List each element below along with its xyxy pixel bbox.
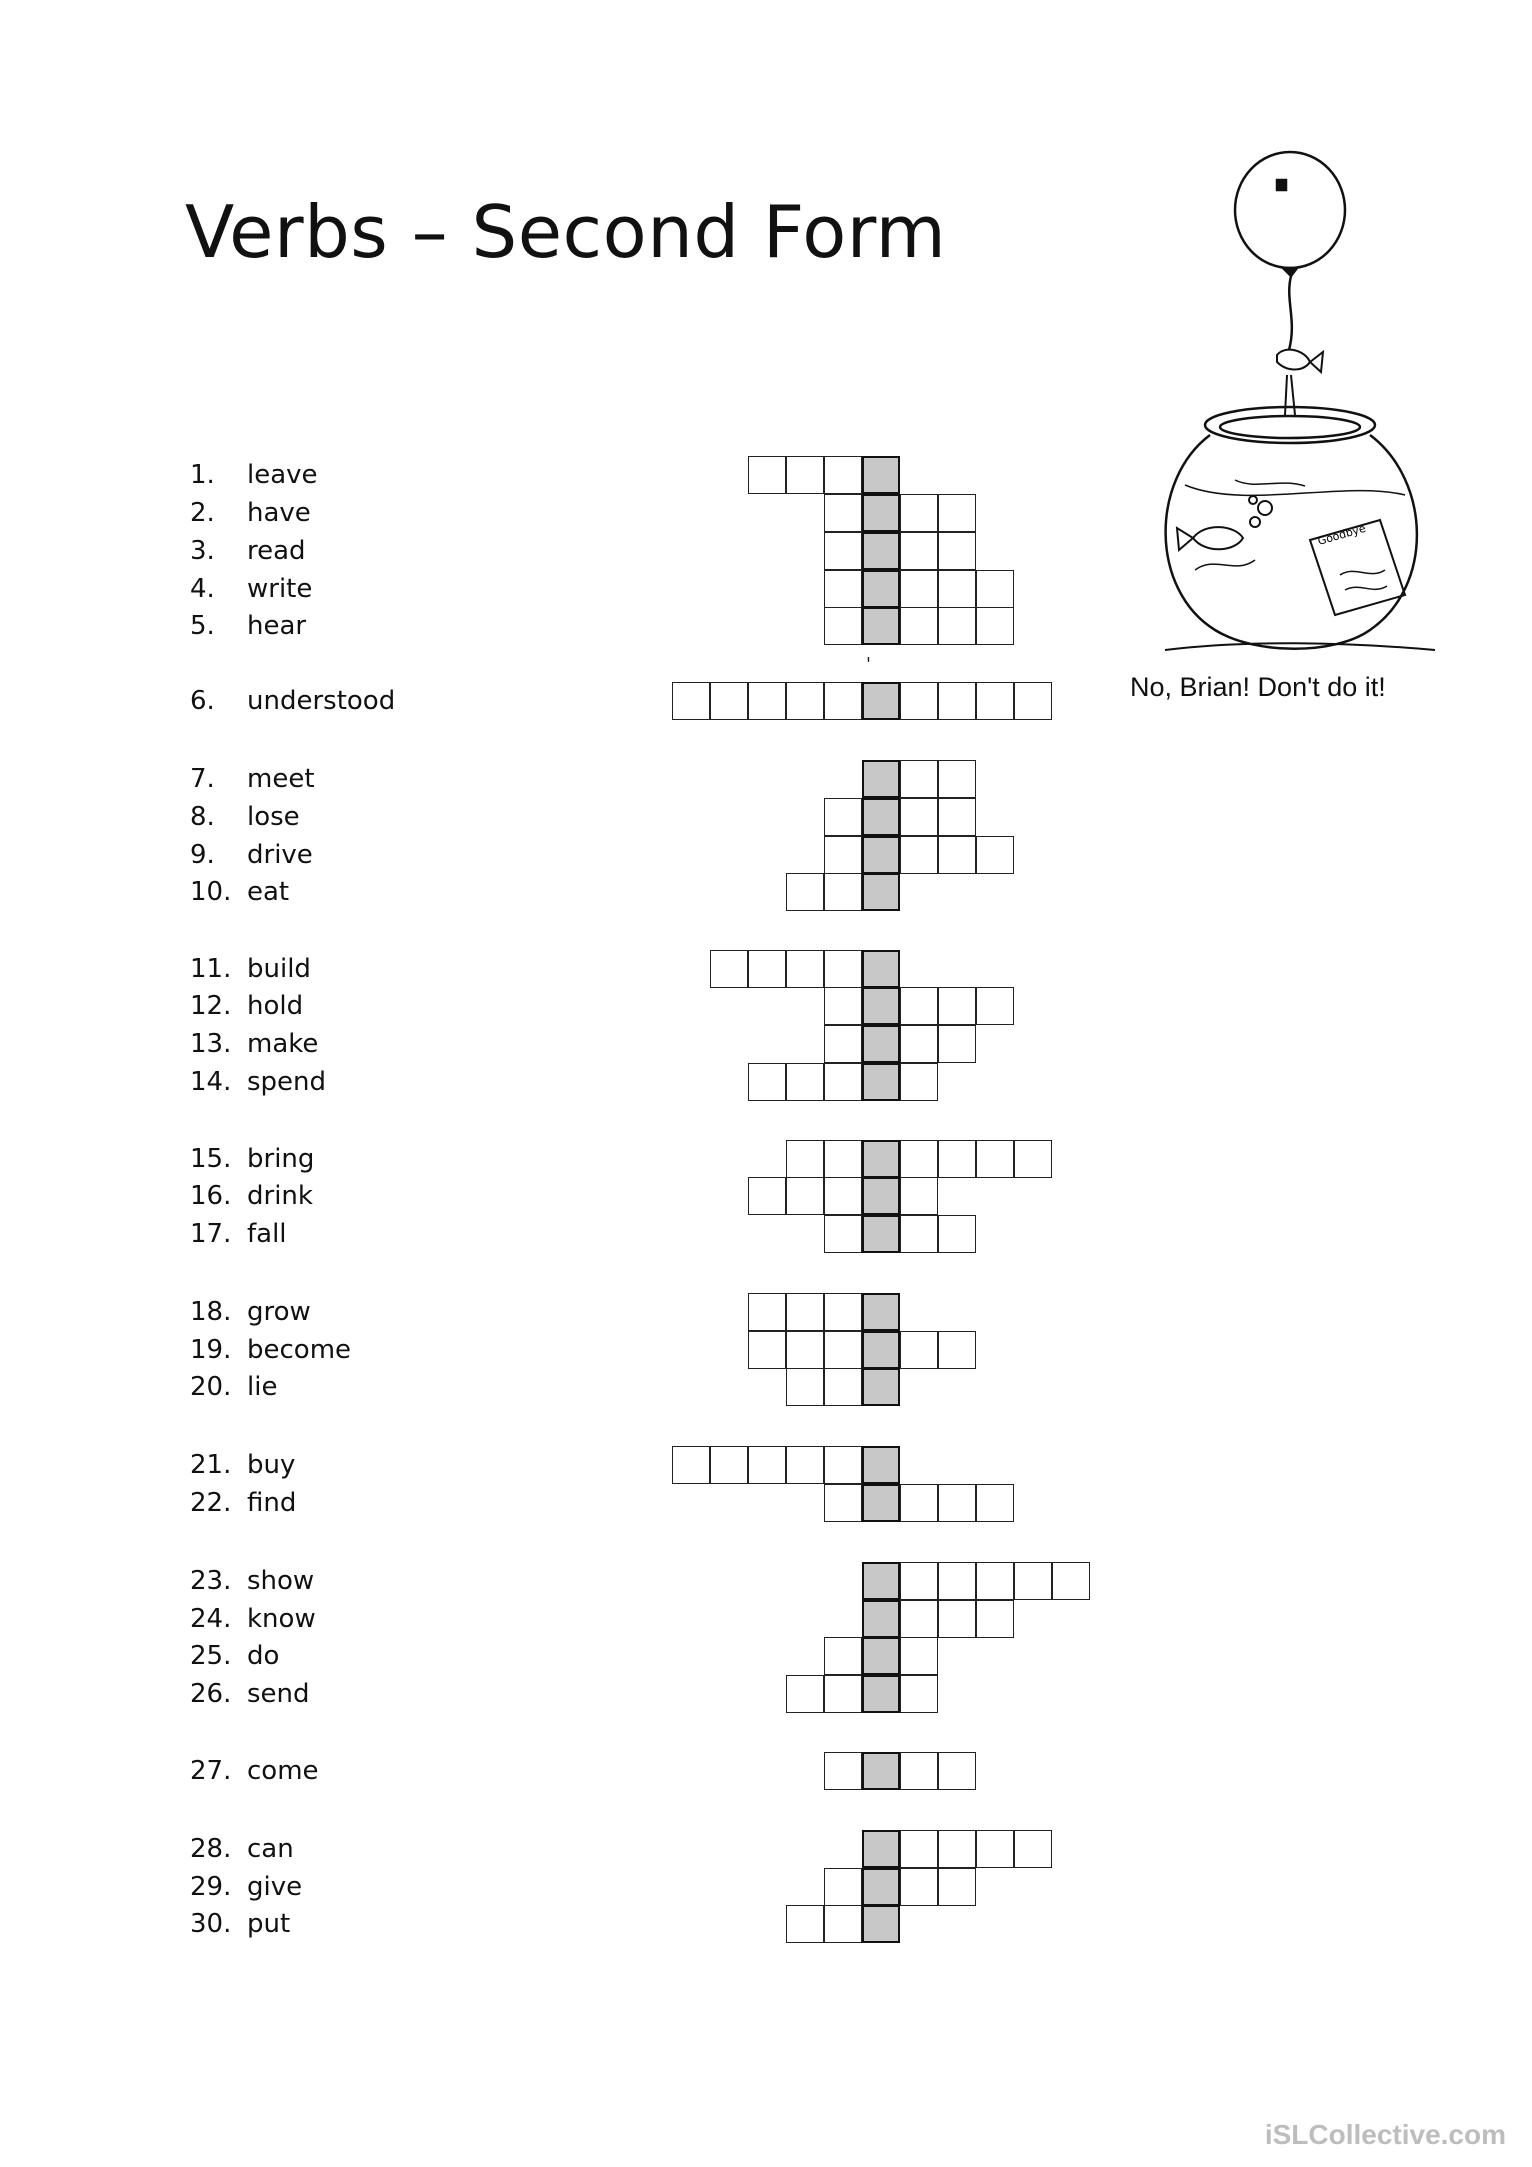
key-letter-cell[interactable] (862, 682, 900, 720)
note-text: Goodbye (1316, 521, 1368, 548)
letter-cell[interactable] (976, 607, 1014, 645)
clue-number: 9. (190, 840, 215, 870)
letter-cell[interactable] (824, 532, 862, 570)
clue-number: 28. (190, 1834, 232, 1864)
letter-cell[interactable] (786, 1446, 824, 1484)
letter-cell[interactable] (748, 1331, 786, 1369)
letter-cell[interactable] (900, 570, 938, 608)
balloon-icon (1235, 152, 1345, 350)
clue-number: 17. (190, 1219, 232, 1249)
clue-number: 25. (190, 1641, 232, 1671)
key-letter-cell[interactable] (862, 1868, 900, 1906)
clue-word: lie (247, 1372, 278, 1402)
letter-cell[interactable] (900, 494, 938, 532)
clue-word: find (247, 1488, 297, 1518)
clue-word: hear (247, 611, 307, 641)
clue-word: write (247, 574, 313, 604)
letter-cell[interactable] (900, 1140, 938, 1178)
letter-cell[interactable] (900, 1025, 938, 1063)
clue-word: give (247, 1872, 303, 1902)
clue-number: 5. (190, 611, 215, 641)
letter-cell[interactable] (824, 1331, 862, 1369)
letter-cell[interactable] (938, 760, 976, 798)
clue-word: lose (247, 802, 300, 832)
letter-cell[interactable] (824, 682, 862, 720)
letter-cell[interactable] (900, 1177, 938, 1215)
key-letter-cell[interactable] (862, 1025, 900, 1063)
watermark: iSLCollective.com (1264, 2119, 1506, 2150)
letter-cell[interactable] (786, 1063, 824, 1101)
letter-cell[interactable] (824, 1868, 862, 1906)
clue-number: 18. (190, 1297, 232, 1327)
letter-cell[interactable] (710, 682, 748, 720)
key-letter-cell[interactable] (862, 1600, 900, 1638)
letter-cell[interactable] (938, 798, 976, 836)
letter-cell[interactable] (786, 1675, 824, 1713)
letter-cell[interactable] (748, 950, 786, 988)
letter-cell[interactable] (786, 873, 824, 911)
letter-cell[interactable] (900, 987, 938, 1025)
letter-cell[interactable] (824, 1177, 862, 1215)
letter-cell[interactable] (786, 456, 824, 494)
clue-word: leave (247, 460, 318, 490)
letter-cell[interactable] (710, 950, 748, 988)
letter-cell[interactable] (1014, 1140, 1052, 1178)
key-letter-cell[interactable] (862, 1752, 900, 1790)
clue-word: come (247, 1756, 319, 1786)
key-letter-cell[interactable] (862, 1446, 900, 1484)
letter-cell[interactable] (976, 1562, 1014, 1600)
letter-cell[interactable] (748, 1063, 786, 1101)
letter-cell[interactable] (938, 1868, 976, 1906)
clue-word: understood (247, 686, 396, 716)
letter-cell[interactable] (976, 682, 1014, 720)
clue-word: drive (247, 840, 313, 870)
apostrophe-mark: ' (866, 654, 871, 675)
letter-cell[interactable] (938, 1331, 976, 1369)
letter-cell[interactable] (786, 1177, 824, 1215)
clue-word: can (247, 1834, 294, 1864)
clue-word: become (247, 1335, 352, 1365)
letter-cell[interactable] (900, 1215, 938, 1253)
clue-word: build (247, 954, 311, 984)
clue-number: 16. (190, 1181, 232, 1211)
clue-number: 3. (190, 536, 215, 566)
letter-cell[interactable] (900, 1063, 938, 1101)
letter-cell[interactable] (824, 950, 862, 988)
letter-cell[interactable] (938, 494, 976, 532)
letter-cell[interactable] (976, 570, 1014, 608)
key-letter-cell[interactable] (862, 950, 900, 988)
clue-word: show (247, 1566, 315, 1596)
letter-cell[interactable] (900, 760, 938, 798)
clue-word: bring (247, 1144, 315, 1174)
letter-cell[interactable] (900, 1331, 938, 1369)
letter-cell[interactable] (900, 1637, 938, 1675)
key-letter-cell[interactable] (862, 1368, 900, 1406)
letter-cell[interactable] (976, 836, 1014, 874)
clue-number: 23. (190, 1566, 232, 1596)
illustration-caption: No, Brian! Don't do it! (1130, 672, 1386, 702)
letter-cell[interactable] (824, 1446, 862, 1484)
clue-number: 24. (190, 1604, 232, 1634)
letter-cell[interactable] (824, 836, 862, 874)
clue-word: fall (247, 1219, 287, 1249)
key-letter-cell[interactable] (862, 532, 900, 570)
clue-number: 2. (190, 498, 215, 528)
letter-cell[interactable] (900, 682, 938, 720)
letter-cell[interactable] (710, 1446, 748, 1484)
clue-word: drink (247, 1181, 313, 1211)
letter-cell[interactable] (938, 1484, 976, 1522)
key-letter-cell[interactable] (862, 1063, 900, 1101)
clue-word: spend (247, 1067, 327, 1097)
key-letter-cell[interactable] (862, 607, 900, 645)
key-letter-cell[interactable] (862, 1215, 900, 1253)
clue-word: grow (247, 1297, 311, 1327)
letter-cell[interactable] (786, 682, 824, 720)
clue-word: have (247, 498, 311, 528)
letter-cell[interactable] (824, 1484, 862, 1522)
letter-cell[interactable] (748, 1177, 786, 1215)
clue-word: eat (247, 877, 290, 907)
letter-cell[interactable] (976, 1140, 1014, 1178)
letter-cell[interactable] (824, 570, 862, 608)
balloon-fishbowl-illustration (1105, 150, 1445, 680)
clue-number: 11. (190, 954, 232, 984)
key-letter-cell[interactable] (862, 1637, 900, 1675)
key-letter-cell[interactable] (862, 1177, 900, 1215)
letter-cell[interactable] (824, 1905, 862, 1943)
clue-number: 4. (190, 574, 215, 604)
letter-cell[interactable] (824, 1368, 862, 1406)
clue-number: 22. (190, 1488, 232, 1518)
letter-cell[interactable] (900, 798, 938, 836)
clue-word: read (247, 536, 306, 566)
letter-cell[interactable] (938, 1562, 976, 1600)
letter-cell[interactable] (938, 532, 976, 570)
letter-cell[interactable] (786, 1368, 824, 1406)
letter-cell[interactable] (748, 456, 786, 494)
clue-number: 1. (190, 460, 215, 490)
clue-word: make (247, 1029, 319, 1059)
clue-number: 21. (190, 1450, 232, 1480)
letter-cell[interactable] (1014, 1562, 1052, 1600)
letter-cell[interactable] (976, 1600, 1014, 1638)
letter-cell[interactable] (938, 1600, 976, 1638)
letter-cell[interactable] (938, 987, 976, 1025)
letter-cell[interactable] (672, 1446, 710, 1484)
letter-cell[interactable] (824, 798, 862, 836)
letter-cell[interactable] (938, 1215, 976, 1253)
letter-cell[interactable] (900, 1868, 938, 1906)
letter-cell[interactable] (938, 836, 976, 874)
letter-cell[interactable] (748, 682, 786, 720)
key-letter-cell[interactable] (862, 760, 900, 798)
letter-cell[interactable] (938, 1830, 976, 1868)
key-letter-cell[interactable] (862, 1331, 900, 1369)
key-letter-cell[interactable] (862, 494, 900, 532)
letter-cell[interactable] (900, 1562, 938, 1600)
clue-number: 29. (190, 1872, 232, 1902)
clue-number: 26. (190, 1679, 232, 1709)
letter-cell[interactable] (786, 950, 824, 988)
letter-cell[interactable] (900, 532, 938, 570)
letter-cell[interactable] (786, 1905, 824, 1943)
letter-cell[interactable] (900, 607, 938, 645)
bowl-fish-icon (1177, 496, 1272, 550)
letter-cell[interactable] (824, 987, 862, 1025)
letter-cell[interactable] (824, 1063, 862, 1101)
letter-cell[interactable] (900, 1675, 938, 1713)
clue-number: 27. (190, 1756, 232, 1786)
key-letter-cell[interactable] (862, 836, 900, 874)
letter-cell[interactable] (824, 1140, 862, 1178)
clue-number: 7. (190, 764, 215, 794)
key-letter-cell[interactable] (862, 798, 900, 836)
clue-word: know (247, 1604, 316, 1634)
letter-cell[interactable] (824, 1675, 862, 1713)
letter-cell[interactable] (976, 987, 1014, 1025)
clue-number: 8. (190, 802, 215, 832)
letter-cell[interactable] (748, 1293, 786, 1331)
letter-cell[interactable] (824, 1752, 862, 1790)
page-title: Verbs – Second Form (185, 190, 947, 274)
letter-cell[interactable] (824, 873, 862, 911)
letter-cell[interactable] (900, 1752, 938, 1790)
letter-cell[interactable] (824, 1025, 862, 1063)
letter-cell[interactable] (1014, 682, 1052, 720)
clue-number: 20. (190, 1372, 232, 1402)
clue-number: 14. (190, 1067, 232, 1097)
letter-cell[interactable] (824, 1637, 862, 1675)
key-letter-cell[interactable] (862, 1140, 900, 1178)
clue-number: 12. (190, 991, 232, 1021)
clue-word: hold (247, 991, 304, 1021)
letter-cell[interactable] (938, 570, 976, 608)
key-letter-cell[interactable] (862, 1830, 900, 1868)
clue-number: 6. (190, 686, 215, 716)
letter-cell[interactable] (976, 1484, 1014, 1522)
letter-cell[interactable] (824, 494, 862, 532)
letter-cell[interactable] (824, 607, 862, 645)
key-letter-cell[interactable] (862, 456, 900, 494)
key-letter-cell[interactable] (862, 1562, 900, 1600)
key-letter-cell[interactable] (862, 873, 900, 911)
key-letter-cell[interactable] (862, 570, 900, 608)
clue-number: 15. (190, 1144, 232, 1174)
key-letter-cell[interactable] (862, 987, 900, 1025)
key-letter-cell[interactable] (862, 1293, 900, 1331)
letter-cell[interactable] (748, 1446, 786, 1484)
clue-number: 19. (190, 1335, 232, 1365)
letter-cell[interactable] (938, 1140, 976, 1178)
fish-icon (1277, 350, 1323, 415)
clue-number: 13. (190, 1029, 232, 1059)
letter-cell[interactable] (786, 1331, 824, 1369)
clue-number: 30. (190, 1909, 232, 1939)
letter-cell[interactable] (786, 1293, 824, 1331)
letter-cell[interactable] (824, 1293, 862, 1331)
letter-cell[interactable] (900, 1600, 938, 1638)
clue-word: do (247, 1641, 280, 1671)
letter-cell[interactable] (900, 1484, 938, 1522)
key-letter-cell[interactable] (862, 1484, 900, 1522)
clue-word: buy (247, 1450, 296, 1480)
letter-cell[interactable] (824, 1215, 862, 1253)
clue-word: put (247, 1909, 291, 1939)
letter-cell[interactable] (900, 836, 938, 874)
letter-cell[interactable] (786, 1140, 824, 1178)
letter-cell[interactable] (938, 1752, 976, 1790)
clue-number: 10. (190, 877, 232, 907)
clue-word: send (247, 1679, 310, 1709)
letter-cell[interactable] (1014, 1830, 1052, 1868)
letter-cell[interactable] (938, 1025, 976, 1063)
clue-word: meet (247, 764, 315, 794)
letter-cell[interactable] (938, 607, 976, 645)
key-letter-cell[interactable] (862, 1675, 900, 1713)
letter-cell[interactable] (672, 682, 710, 720)
letter-cell[interactable] (824, 456, 862, 494)
letter-cell[interactable] (1052, 1562, 1090, 1600)
letter-cell[interactable] (976, 1830, 1014, 1868)
key-letter-cell[interactable] (862, 1905, 900, 1943)
letter-cell[interactable] (900, 1830, 938, 1868)
letter-cell[interactable] (938, 682, 976, 720)
